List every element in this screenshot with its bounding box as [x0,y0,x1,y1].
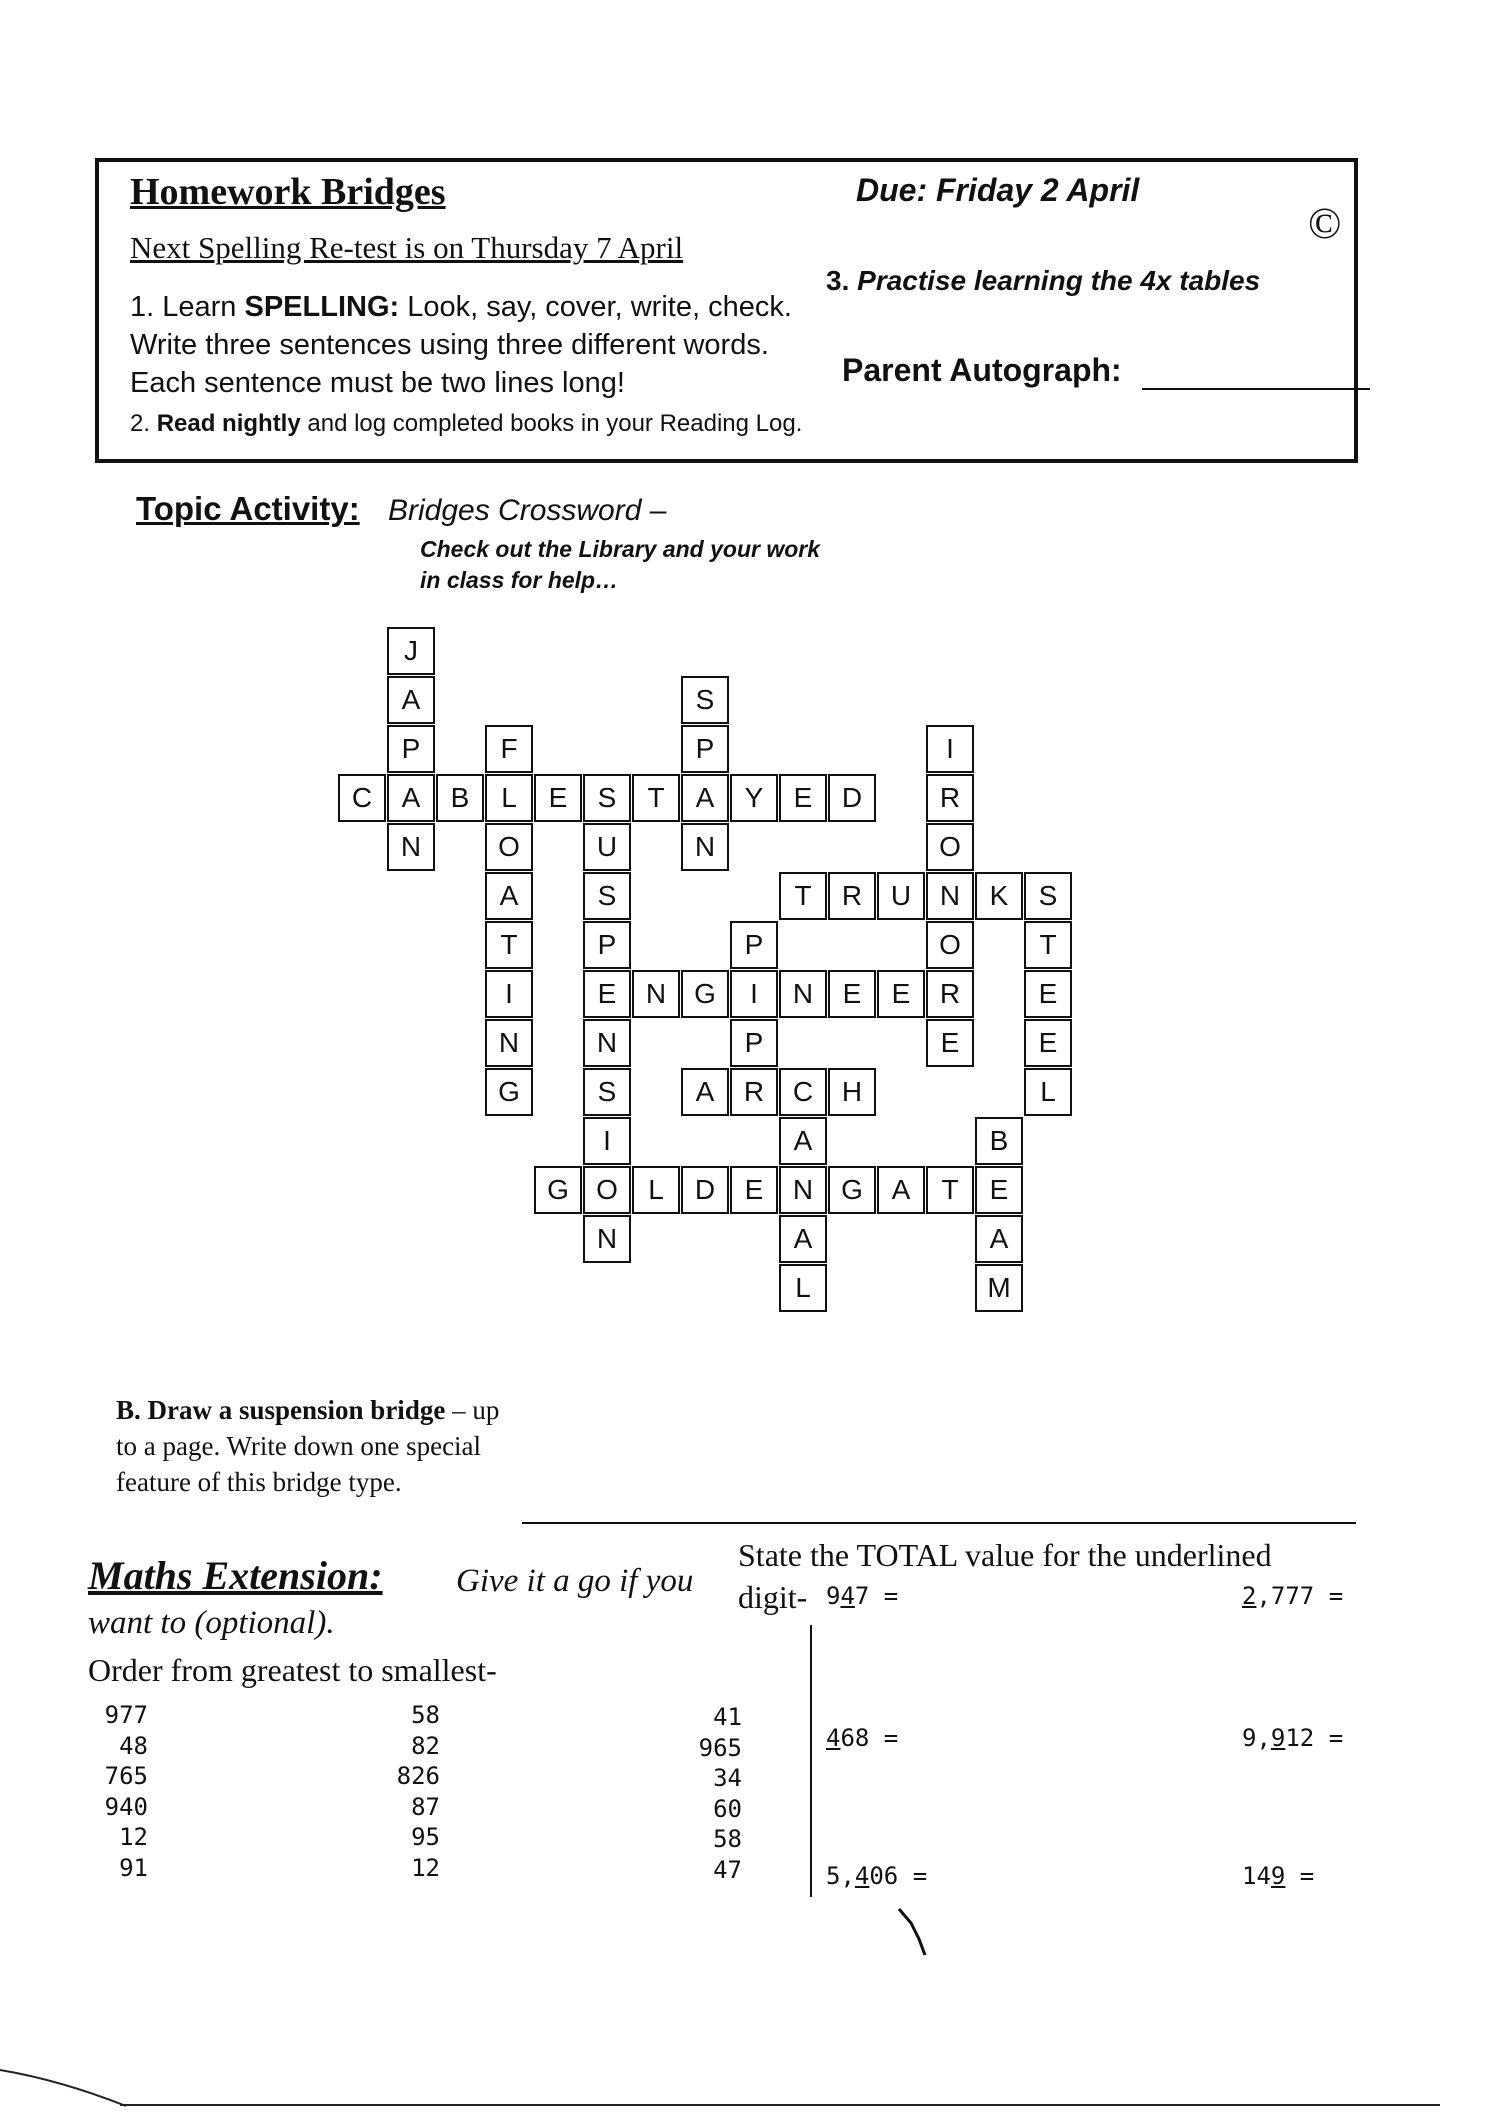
pv-digits: 9 [826,1582,841,1610]
number-item: 41 [713,1703,742,1731]
crossword-cell[interactable]: N [681,823,729,871]
task-reading-bold: Read nightly [156,410,301,437]
pv-underlined-digit: 4 [854,1862,870,1890]
task-reading-text: and log completed books in your Reading Log. [300,410,803,437]
crossword-cell[interactable]: S [681,676,729,724]
crossword-cell[interactable]: N [779,970,827,1018]
number-column-2 [390,1700,440,1883]
number-item: 60 [713,1794,742,1823]
place-value-question [1242,1862,1314,1890]
place-value-instructions: State the TOTAL value for the underlined digit- [738,1537,1272,1615]
crossword-cell[interactable]: A [387,676,435,724]
task-spelling-text: Look, say, cover, write, check. Write three sentences using three different words. Each sentence must be two lines long! [130,291,792,399]
crossword-cell[interactable]: U [877,872,925,920]
draw-task-bold: B. Draw a suspension bridge [116,1395,446,1425]
topic-activity-subtitle: Bridges Crossword – [388,494,667,527]
crossword-cell[interactable]: E [1024,970,1072,1018]
task-times-tables-text: Practise learning the 4x tables [857,265,1261,296]
topic-activity-heading: Topic Activity: [136,490,360,527]
pv-digits: 7 = [854,1582,899,1610]
section-divider-line [522,1522,1356,1524]
number-item: 12 [119,1823,148,1851]
spelling-retest-note: Next Spelling Re-test is on Thursday 7 April [130,230,684,265]
copyright-symbol: © [1308,199,1342,248]
crossword-cell[interactable]: M [975,1264,1023,1312]
crossword-cell[interactable]: T [632,774,680,822]
task-spelling-bold: SPELLING: [244,291,400,323]
crossword-cell[interactable]: G [681,970,729,1018]
pv-digits: 68 = [840,1724,899,1752]
due-date: Due: Friday 2 April [856,172,1140,208]
crossword-cell[interactable]: A [387,774,435,822]
crossword-cell[interactable]: E [1024,1019,1072,1067]
crossword-cell[interactable]: L [1024,1068,1072,1116]
crossword-cell[interactable]: P [730,921,778,969]
number-item: 58 [713,1825,742,1853]
pv-digits: ,777 = [1256,1582,1344,1610]
maths-extension-title: Maths Extension: [88,1553,383,1598]
crossword-cell[interactable]: Y [730,774,778,822]
crossword-cell[interactable]: S [583,774,631,822]
number-item: 765 [104,1762,148,1790]
pv-underlined-digit: 9 [1270,1862,1286,1890]
pv-digits: = [1285,1862,1315,1890]
crossword-cell[interactable]: O [583,1166,631,1214]
task-reading-prefix: 2. [130,410,157,437]
crossword-cell[interactable]: I [583,1117,631,1165]
crossword-cell[interactable]: O [926,823,974,871]
number-item: 95 [411,1823,440,1851]
crossword-cell[interactable]: U [583,823,631,871]
pv-underlined-digit: 9 [1270,1724,1286,1752]
page-title: Homework Bridges [130,171,446,213]
crossword-cell[interactable]: L [779,1264,827,1312]
number-item: 34 [713,1764,742,1792]
pen-stroke-mark [895,1905,935,1965]
number-item: 58 [411,1701,440,1729]
pv-underlined-digit: 4 [826,1724,841,1752]
order-numbers-title: Order from greatest to smallest- [88,1652,497,1688]
crossword-cell[interactable]: P [387,725,435,773]
crossword-cell[interactable]: I [730,970,778,1018]
crossword-cell[interactable]: E [583,970,631,1018]
crossword-cell[interactable]: K [975,872,1023,920]
crossword-cell[interactable]: N [926,872,974,920]
crossword-cell[interactable]: D [681,1166,729,1214]
crossword-cell[interactable]: I [485,970,533,1018]
crossword-cell[interactable]: N [583,1215,631,1263]
place-value-question [1242,1582,1343,1610]
draw-task-text: – up to a page. Write down one special feature of this bridge type. [116,1395,500,1497]
number-item: 82 [411,1731,440,1760]
number-item: 47 [713,1855,742,1884]
pv-digits: 14 [1242,1862,1271,1890]
crossword-cell[interactable]: G [534,1166,582,1214]
crossword-cell[interactable]: A [485,872,533,920]
crossword-cell[interactable]: N [779,1166,827,1214]
number-item: 940 [104,1792,148,1821]
crossword-cell[interactable]: A [779,1117,827,1165]
crossword-cell[interactable]: O [926,921,974,969]
crossword-cell[interactable]: E [926,1019,974,1067]
scan-bottom-line [120,2104,1440,2106]
column-divider-line [810,1625,812,1897]
place-value-question [826,1862,927,1890]
crossword-cell[interactable]: C [338,774,386,822]
number-item: 826 [396,1762,440,1790]
pv-underlined-digit: 2 [1242,1582,1257,1610]
crossword-cell[interactable]: S [583,1068,631,1116]
crossword-cell[interactable]: R [926,970,974,1018]
crossword-cell[interactable]: R [828,872,876,920]
pv-digits: 12 = [1285,1724,1344,1752]
crossword-cell[interactable]: R [926,774,974,822]
crossword-cell[interactable]: T [485,921,533,969]
maths-extension-subtitle: Give it a go if you want to (optional). [88,1563,694,1641]
crossword-cell[interactable]: R [730,1068,778,1116]
number-column-3 [690,1702,742,1885]
number-item: 48 [119,1731,148,1760]
draw-task [116,1392,516,1500]
crossword-cell[interactable]: B [975,1117,1023,1165]
crossword-cell[interactable]: B [436,774,484,822]
place-value-question [1242,1724,1343,1752]
crossword-cell[interactable]: N [387,823,435,871]
crossword-cell[interactable]: L [485,774,533,822]
task-times-tables-number: 3. [826,265,858,296]
crossword-cell[interactable]: E [534,774,582,822]
crossword-cell[interactable]: N [485,1019,533,1067]
crossword-cell[interactable]: F [485,725,533,773]
number-item: 12 [411,1853,440,1882]
pv-digits: 5, [826,1862,855,1890]
task-spelling [130,288,830,402]
crossword-cell[interactable]: E [828,970,876,1018]
crossword-cell[interactable]: P [681,725,729,773]
crossword-cell[interactable]: H [828,1068,876,1116]
crossword-cell[interactable]: N [632,970,680,1018]
crossword-cell[interactable]: E [730,1166,778,1214]
crossword-cell[interactable]: A [975,1215,1023,1263]
number-item: 977 [104,1701,148,1729]
task-times-tables [826,265,1260,297]
task-reading [130,410,802,438]
topic-help-note: Check out the Library and your work in class for help… [420,536,821,593]
crossword-cell[interactable]: T [779,872,827,920]
crossword-cell[interactable]: O [485,823,533,871]
pv-underlined-digit: 4 [840,1582,855,1610]
number-item: 965 [698,1733,742,1762]
parent-autograph-field[interactable] [1142,388,1370,390]
crossword-cell[interactable]: G [485,1068,533,1116]
number-column-1 [90,1700,148,1883]
crossword-cell[interactable]: A [681,774,729,822]
crossword-cell[interactable]: I [926,725,974,773]
crossword-cell[interactable]: A [877,1166,925,1214]
crossword-cell[interactable]: L [632,1166,680,1214]
number-item: 91 [119,1853,148,1882]
task-spelling-prefix: 1. Learn [130,291,245,323]
crossword-cell[interactable]: S [583,872,631,920]
crossword-cell[interactable]: T [1024,921,1072,969]
crossword-cell[interactable]: C [779,1068,827,1116]
pv-digits: 9, [1242,1724,1271,1752]
crossword-cell[interactable]: D [828,774,876,822]
parent-autograph-label: Parent Autograph: [842,352,1122,388]
crossword-cell[interactable]: T [926,1166,974,1214]
crossword-cell[interactable]: E [779,774,827,822]
crossword-cell[interactable]: N [583,1019,631,1067]
crossword-cell[interactable]: S [1024,872,1072,920]
number-item: 87 [411,1792,440,1821]
pv-digits: 06 = [869,1862,928,1890]
crossword-cell[interactable]: G [828,1166,876,1214]
crossword-cell[interactable]: E [975,1166,1023,1214]
place-value-question [826,1724,898,1752]
crossword-cell[interactable]: A [779,1215,827,1263]
place-value-question [826,1582,898,1610]
crossword-cell[interactable]: P [730,1019,778,1067]
scan-edge-mark [0,2062,140,2112]
crossword-cell[interactable]: J [387,627,435,675]
crossword-cell[interactable]: A [681,1068,729,1116]
crossword-cell[interactable]: E [877,970,925,1018]
crossword-cell[interactable]: P [583,921,631,969]
